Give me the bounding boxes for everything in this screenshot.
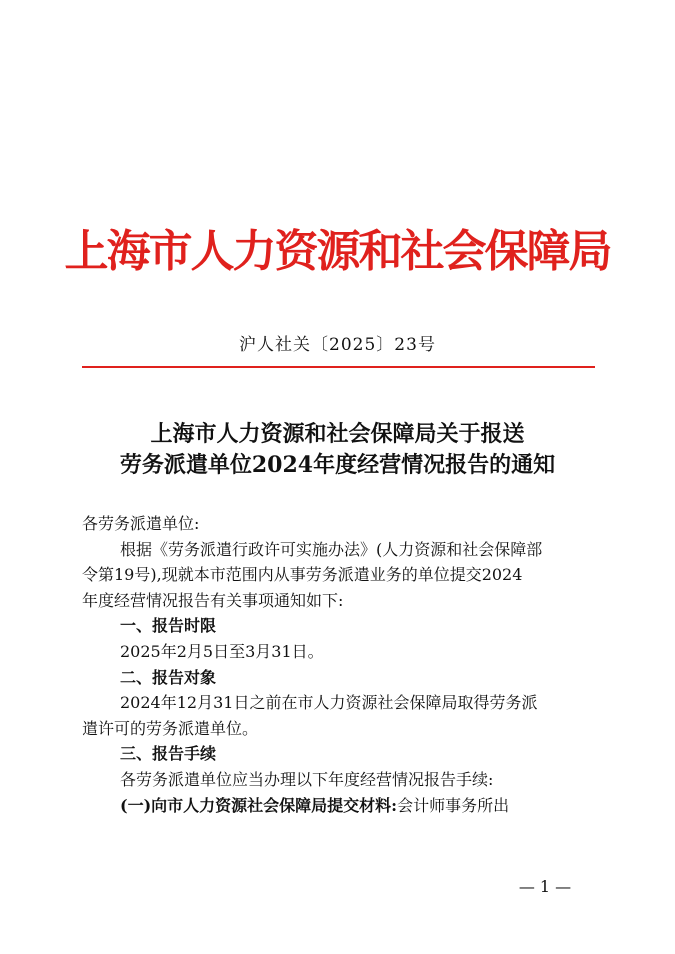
section-3-item-1-text: 会计师事务所出 xyxy=(397,795,510,815)
section-1-heading: 一、报告时限 xyxy=(120,616,217,636)
salutation: 各劳务派遣单位: xyxy=(82,514,200,533)
section-3-item-1 xyxy=(82,793,595,819)
notice-title xyxy=(0,419,675,481)
section-3-text: 各劳务派遣单位应当办理以下年度经营情况报告手续: xyxy=(120,769,494,789)
section-2-heading: 二、报告对象 xyxy=(120,667,217,687)
section-2-line-1: 2024年12月31日之前在市人力资源社会保障局取得劳务派 xyxy=(120,693,538,713)
document-number: 沪人社关〔2025〕23号 xyxy=(239,335,436,355)
section-1-text: 2025年2月5日至3月31日。 xyxy=(120,641,324,661)
agency-name-header: 上海市人力资源和社会保障局 xyxy=(64,226,611,277)
intro-line-3: 年度经营情况报告有关事项通知如下: xyxy=(82,590,344,610)
red-divider-line xyxy=(82,366,595,368)
notice-title-line-1: 上海市人力资源和社会保障局关于报送 xyxy=(150,421,525,447)
section-3-item-1-label: (一)向市人力资源社会保障局提交材料: xyxy=(120,795,398,815)
section-2-line-2: 遣许可的劳务派遣单位。 xyxy=(82,718,259,738)
section-3-heading: 三、报告手续 xyxy=(120,744,217,764)
intro-line-1: 根据《劳务派遣行政许可实施办法》(人力资源和社会保障部 xyxy=(120,539,543,559)
notice-title-line-2: 劳务派遣单位2024年度经营情况报告的通知 xyxy=(119,452,556,478)
intro-line-2: 令第19号),现就本市范围内从事劳务派遣业务的单位提交2024 xyxy=(82,565,523,585)
notice-body xyxy=(82,511,595,818)
page-number: — 1 — xyxy=(518,877,572,896)
